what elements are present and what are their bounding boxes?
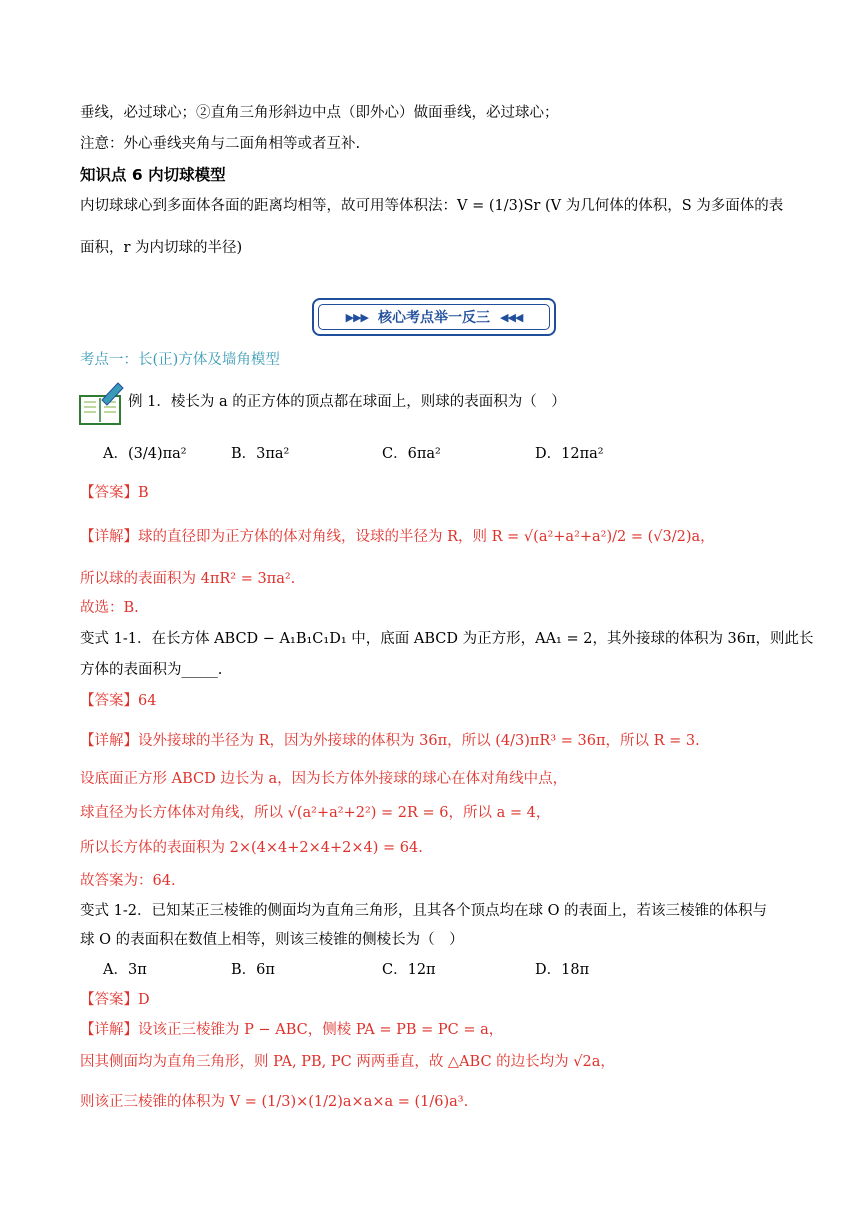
banner-title: 核心考点举一反三 bbox=[378, 310, 490, 326]
detail-tag: 【详解】 bbox=[80, 1022, 138, 1038]
book-pencil-icon bbox=[78, 380, 126, 426]
option-a: A．3π bbox=[103, 962, 147, 978]
detail-tag: 【详解】 bbox=[80, 529, 138, 545]
option-a: A．(3/4)πa² bbox=[103, 446, 187, 462]
detail-line: 设底面正方形 ABCD 边长为 a，因为长方体外接球的球心在体对角线中点， bbox=[80, 771, 568, 787]
example-question: 例 1．棱长为 a 的正方体的顶点都在球面上，则球的表面积为（ ） bbox=[128, 394, 566, 410]
conclusion-line: 故答案为：64. bbox=[80, 873, 176, 889]
text-line: 注意：外心垂线夹角与二面角相等或者互补. bbox=[80, 136, 361, 152]
option-c: C．6πa² bbox=[382, 446, 441, 462]
answer-value: B bbox=[138, 485, 149, 501]
option-b: B．3πa² bbox=[231, 446, 290, 462]
detail-line: 球直径为长方体体对角线，所以 √(a²+a²+2²) = 2R = 6，所以 a = 4， bbox=[80, 805, 551, 821]
option-b: B．6π bbox=[231, 962, 275, 978]
option-d: D．12πa² bbox=[535, 446, 604, 462]
right-arrows-icon: ▶▶▶ bbox=[345, 310, 368, 324]
detail-line bbox=[80, 731, 700, 751]
detail-line: 所以长方体的表面积为 2×(4×4+2×4+2×4) = 64. bbox=[80, 840, 423, 856]
left-arrows-icon: ◀◀◀ bbox=[500, 310, 523, 324]
answer-value: 64 bbox=[138, 693, 157, 709]
variant-question: 变式 1-2．已知某正三棱锥的侧面均为直角三角形，且其各个顶点均在球 O 的表面上，若该三棱锥的体积与 bbox=[80, 903, 768, 919]
text-line: 内切球球心到多面体各面的距离均相等，故可用等体积法：V = (1/3)Sr (V 为几何体的体积，S 为多面体的表 bbox=[80, 198, 784, 214]
text-line: 面积，r 为内切球的半径) bbox=[80, 240, 243, 256]
answer-line bbox=[80, 990, 150, 1010]
answer-tag: 【答案】 bbox=[80, 485, 138, 501]
variant-question: 球 O 的表面积在数值上相等，则该三棱锥的侧棱长为（ ） bbox=[80, 932, 464, 948]
answer-line bbox=[80, 483, 149, 503]
detail-line: 所以球的表面积为 4πR² = 3πa². bbox=[80, 571, 296, 587]
conclusion-line: 故选：B. bbox=[80, 600, 139, 616]
detail-line: 则该正三棱锥的体积为 V = (1/3)×(1/2)a×a×a = (1/6)a³. bbox=[80, 1094, 469, 1110]
detail-line bbox=[80, 1020, 503, 1040]
detail-tag: 【详解】 bbox=[80, 733, 138, 749]
option-d: D．18π bbox=[535, 962, 590, 978]
text-line: 垂线，必过球心；②直角三角形斜边中点（即外心）做面垂线，必过球心； bbox=[80, 105, 559, 121]
detail-text: 设外接球的半径为 R，因为外接球的体积为 36π，所以 (4/3)πR³ = 36π，所以 R = 3. bbox=[138, 733, 700, 749]
variant-question: 变式 1-1．在长方体 ABCD − A₁B₁C₁D₁ 中，底面 ABCD 为正方形，AA₁ = 2，其外接球的体积为 36π，则此长 bbox=[80, 631, 814, 647]
section-heading: 知识点 6 内切球模型 bbox=[80, 166, 226, 184]
answer-line bbox=[80, 691, 156, 711]
detail-line bbox=[80, 527, 715, 547]
detail-text: 球的直径即为正方体的体对角线，设球的半径为 R，则 R = √(a²+a²+a²)/2 = (√3/2)a， bbox=[138, 529, 715, 545]
variant-question: 方体的表面积为_____. bbox=[80, 662, 223, 678]
section-title: 考点一：长(正)方体及墙角模型 bbox=[80, 352, 280, 368]
answer-tag: 【答案】 bbox=[80, 992, 138, 1008]
option-c: C．12π bbox=[382, 962, 436, 978]
detail-line: 因其侧面均为直角三角形，则 PA, PB, PC 两两垂直，故 △ABC 的边长均为 √2a， bbox=[80, 1054, 615, 1070]
answer-value: D bbox=[138, 992, 150, 1008]
answer-tag: 【答案】 bbox=[80, 693, 138, 709]
detail-text: 设该正三棱锥为 P − ABC，侧棱 PA = PB = PC = a， bbox=[138, 1022, 504, 1038]
core-points-banner bbox=[312, 298, 556, 336]
